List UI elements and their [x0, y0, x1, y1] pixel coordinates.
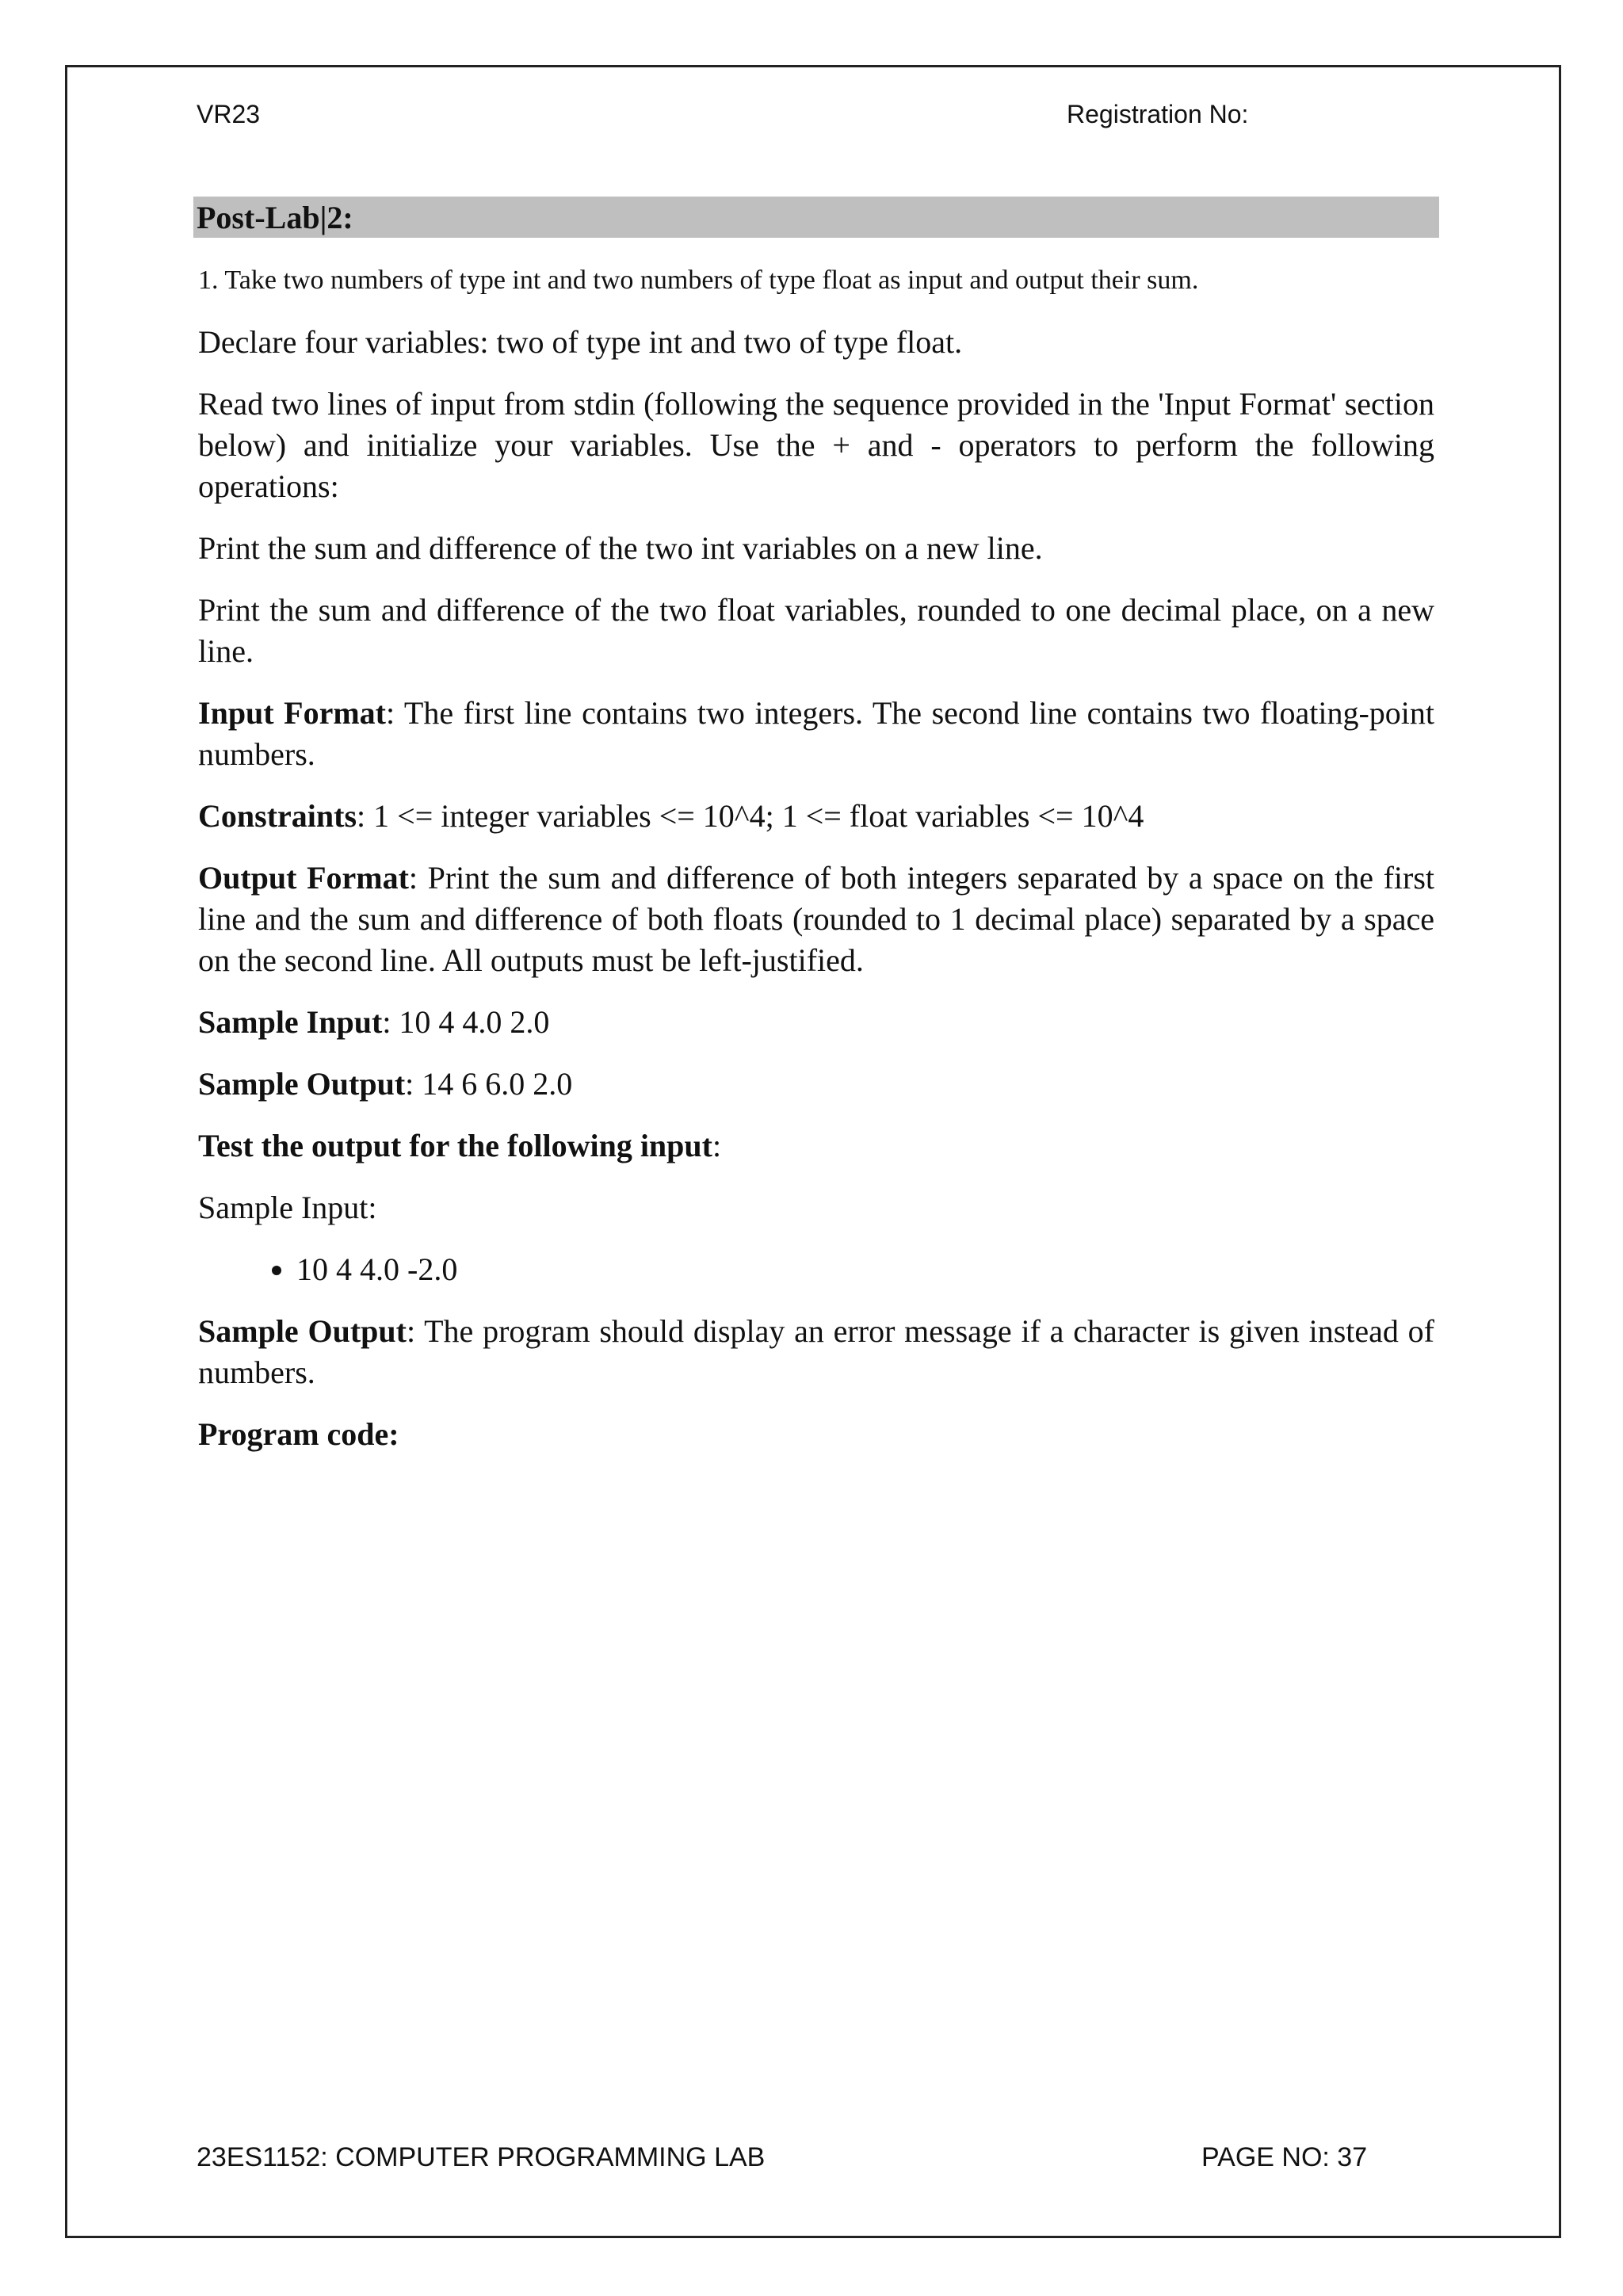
print-int-instruction: Print the sum and difference of the two int variables on a new line. — [198, 530, 1043, 566]
footer-page-number: PAGE NO: 37 — [1201, 2142, 1368, 2172]
constraints-label: Constraints — [198, 798, 357, 834]
print-float-instruction: Print the sum and difference of the two float variables, rounded to one decimal place, on a new line. — [198, 592, 1434, 669]
task-statement: 1. Take two numbers of type int and two numbers of type float as input and output their sum. — [198, 266, 1199, 295]
test-heading — [198, 1125, 1434, 1167]
test-suffix: : — [712, 1128, 722, 1163]
sample-output2-label: Sample Output — [198, 1313, 407, 1349]
read-instruction: Read two lines of input from stdin (following the sequence provided in the 'Input Format' section below) and initialize your variables. Use the + and - operators to perform the following operations: — [198, 386, 1434, 504]
input-format-text: : The first line contains two integers. The second line contains two floating-point numbers. — [198, 695, 1434, 772]
list-item: • 10 4 4.0 -2.0 — [296, 1249, 1434, 1290]
output-format-text: : Print the sum and difference of both integers separated by a space on the first line and the sum and difference of both floats (rounded to 1 decimal place) separated by a space on the second line. All outputs must be left-justified. — [198, 860, 1435, 978]
sample-input-label: Sample Input — [198, 1004, 383, 1040]
sample-output — [198, 1064, 1434, 1105]
header-registration-label: Registration No: — [1067, 100, 1249, 128]
constraints — [198, 796, 1434, 837]
header-course-code: VR23 — [197, 100, 261, 128]
test-label: Test the output for the following input — [198, 1128, 712, 1163]
section-title-bar — [193, 197, 1439, 238]
sample-output-error — [198, 1311, 1434, 1393]
sample-input — [198, 1002, 1434, 1043]
sample-input-plain: Sample Input: — [198, 1190, 377, 1225]
lab-content — [198, 260, 1434, 1476]
footer-course-title: 23ES1152: COMPUTER PROGRAMMING LAB — [197, 2142, 766, 2172]
sample-output2-text: : The program should display an error message if a character is given instead of numbers. — [198, 1313, 1435, 1390]
program-code-heading: Program code: — [198, 1416, 399, 1452]
section-title: Post-Lab|2: — [197, 200, 353, 235]
output-format — [198, 858, 1434, 981]
sample-output-label: Sample Output — [198, 1066, 406, 1102]
sample-output-text: : 14 6 6.0 2.0 — [405, 1066, 573, 1102]
input-format-label: Input Format — [198, 695, 386, 731]
sample-input-text: : 10 4 4.0 2.0 — [382, 1004, 550, 1040]
declare-instruction: Declare four variables: two of type int and two of type float. — [198, 324, 963, 360]
constraints-text: : 1 <= integer variables <= 10^4; 1 <= float variables <= 10^4 — [357, 798, 1144, 834]
input-format — [198, 693, 1434, 775]
output-format-label: Output Format — [198, 860, 409, 896]
test-input-list — [198, 1249, 1434, 1290]
